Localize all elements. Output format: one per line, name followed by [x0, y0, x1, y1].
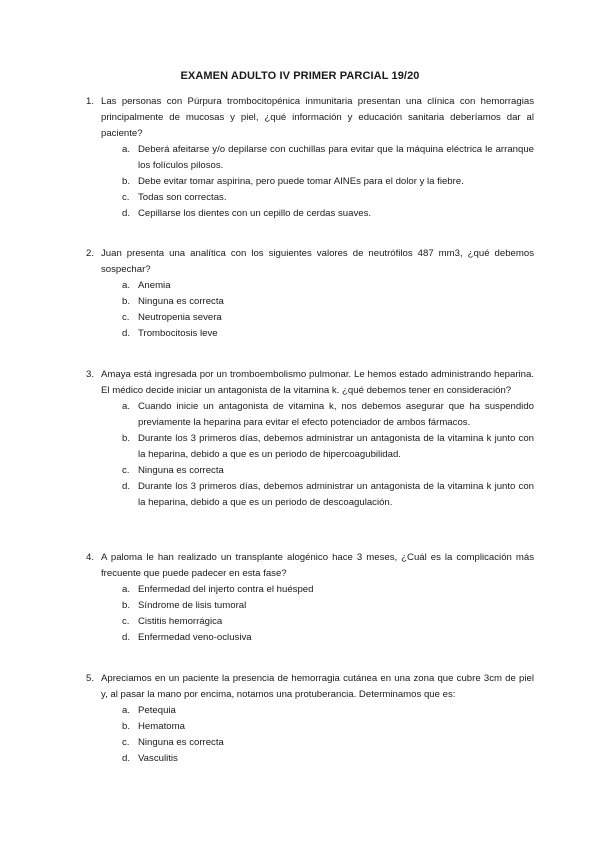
question-text: Apreciamos en un paciente la presencia de hemorragia cutánea en una zona que cubre 3cm de piel y, al pasar la mano por encima, notamos una protuberancia. Determinamos que es:	[101, 673, 534, 700]
question-3	[86, 367, 534, 511]
option-letter: a.	[122, 705, 131, 716]
option-c	[122, 735, 534, 751]
option-d	[122, 206, 534, 222]
question-text: Juan presenta una analítica con los siguientes valores de neutrófilos 487 mm3, ¿qué debemos sospechar?	[101, 248, 534, 275]
question-2	[86, 246, 534, 342]
option-text: Cistitis hemorrágica	[138, 616, 223, 627]
option-b	[122, 294, 534, 310]
exam-title: EXAMEN ADULTO IV PRIMER PARCIAL 19/20	[180, 70, 420, 82]
option-letter: a.	[122, 144, 131, 155]
question-text: A paloma le han realizado un transplante alogénico hace 3 meses, ¿Cuál es la complicación más frecuente que puede padecer en esta fase?	[101, 552, 534, 579]
option-letter: c.	[122, 737, 130, 748]
option-letter: b.	[122, 296, 131, 307]
option-a	[122, 278, 534, 294]
option-letter: c.	[122, 192, 130, 203]
option-letter: b.	[122, 433, 131, 444]
option-text: Cuando inicie un antagonista de vitamina k, nos debemos asegurar que ha suspendido previamente la heparina para evitar el efecto potenciador de ambos fármacos.	[138, 401, 534, 428]
option-letter: c.	[122, 616, 130, 627]
option-letter: a.	[122, 401, 131, 412]
option-c	[122, 463, 534, 479]
option-letter: b.	[122, 600, 131, 611]
option-letter: c.	[122, 312, 130, 323]
option-b	[122, 174, 534, 190]
option-text: Neutropenia severa	[138, 312, 222, 323]
option-text: Anemia	[138, 280, 171, 291]
option-text: Ninguna es correcta	[138, 737, 224, 748]
option-letter: d.	[122, 753, 131, 764]
option-text: Durante los 3 primeros días, debemos administrar un antagonista de la vitamina k junto con la heparina, debido a que es un periodo de descoagulación.	[138, 481, 534, 508]
option-d	[122, 630, 534, 646]
option-text: Ninguna es correcta	[138, 465, 224, 476]
option-text: Enfermedad del injerto contra el huésped	[138, 584, 314, 595]
question-1	[86, 94, 534, 222]
option-text: Cepillarse los dientes con un cepillo de cerdas suaves.	[138, 208, 372, 219]
option-a	[122, 142, 534, 174]
option-d	[122, 326, 534, 342]
question-text: Las personas con Púrpura trombocitopénica inmunitaria presentan una clínica con hemorragias principalmente de mucosas y piel, ¿qué información y educación sanitaria deberíamos dar al paciente?	[101, 96, 534, 139]
option-text: Debe evitar tomar aspirina, pero puede tomar AINEs para el dolor y la fiebre.	[138, 176, 464, 187]
option-b	[122, 598, 534, 614]
option-letter: d.	[122, 208, 131, 219]
option-letter: a.	[122, 280, 131, 291]
option-text: Durante los 3 primeros días, debemos administrar un antagonista de la vitamina k junto con la heparina, debido a que es un periodo de hipercoagubilidad.	[138, 433, 534, 460]
option-letter: b.	[122, 176, 131, 187]
option-c	[122, 190, 534, 206]
option-b	[122, 719, 534, 735]
option-text: Todas son correctas.	[138, 192, 227, 203]
option-letter: d.	[122, 632, 131, 643]
question-5	[86, 671, 534, 767]
question-number: 1.	[86, 96, 95, 107]
option-letter: d.	[122, 328, 131, 339]
options-list	[86, 142, 534, 222]
question-number: 4.	[86, 552, 95, 563]
options-list	[86, 703, 534, 767]
question-number: 5.	[86, 673, 95, 684]
option-text: Vasculitis	[138, 753, 178, 764]
option-a	[122, 703, 534, 719]
question-4	[86, 550, 534, 646]
options-list	[86, 278, 534, 342]
option-letter: a.	[122, 584, 131, 595]
option-text: Ninguna es correcta	[138, 296, 224, 307]
option-text: Trombocitosis leve	[138, 328, 218, 339]
option-d	[122, 479, 534, 511]
option-text: Petequia	[138, 705, 176, 716]
options-list	[86, 582, 534, 646]
option-c	[122, 614, 534, 630]
option-d	[122, 751, 534, 767]
question-text: Amaya está ingresada por un tromboembolismo pulmonar. Le hemos estado administrando heparina. El médico decide iniciar un antagonista de la vitamina k. ¿qué debemos tener en consideración?	[101, 369, 534, 396]
option-text: Enfermedad veno-oclusiva	[138, 632, 252, 643]
option-letter: c.	[122, 465, 130, 476]
option-a	[122, 582, 534, 598]
option-b	[122, 431, 534, 463]
option-letter: b.	[122, 721, 131, 732]
question-number: 2.	[86, 248, 95, 259]
option-letter: d.	[122, 481, 131, 492]
option-c	[122, 310, 534, 326]
option-text: Hematoma	[138, 721, 185, 732]
question-number: 3.	[86, 369, 95, 380]
option-text: Síndrome de lisis tumoral	[138, 600, 247, 611]
options-list	[86, 399, 534, 511]
option-a	[122, 399, 534, 431]
option-text: Deberá afeitarse y/o depilarse con cuchillas para evitar que la máquina eléctrica le arranque los folículos pilosos.	[138, 144, 534, 171]
